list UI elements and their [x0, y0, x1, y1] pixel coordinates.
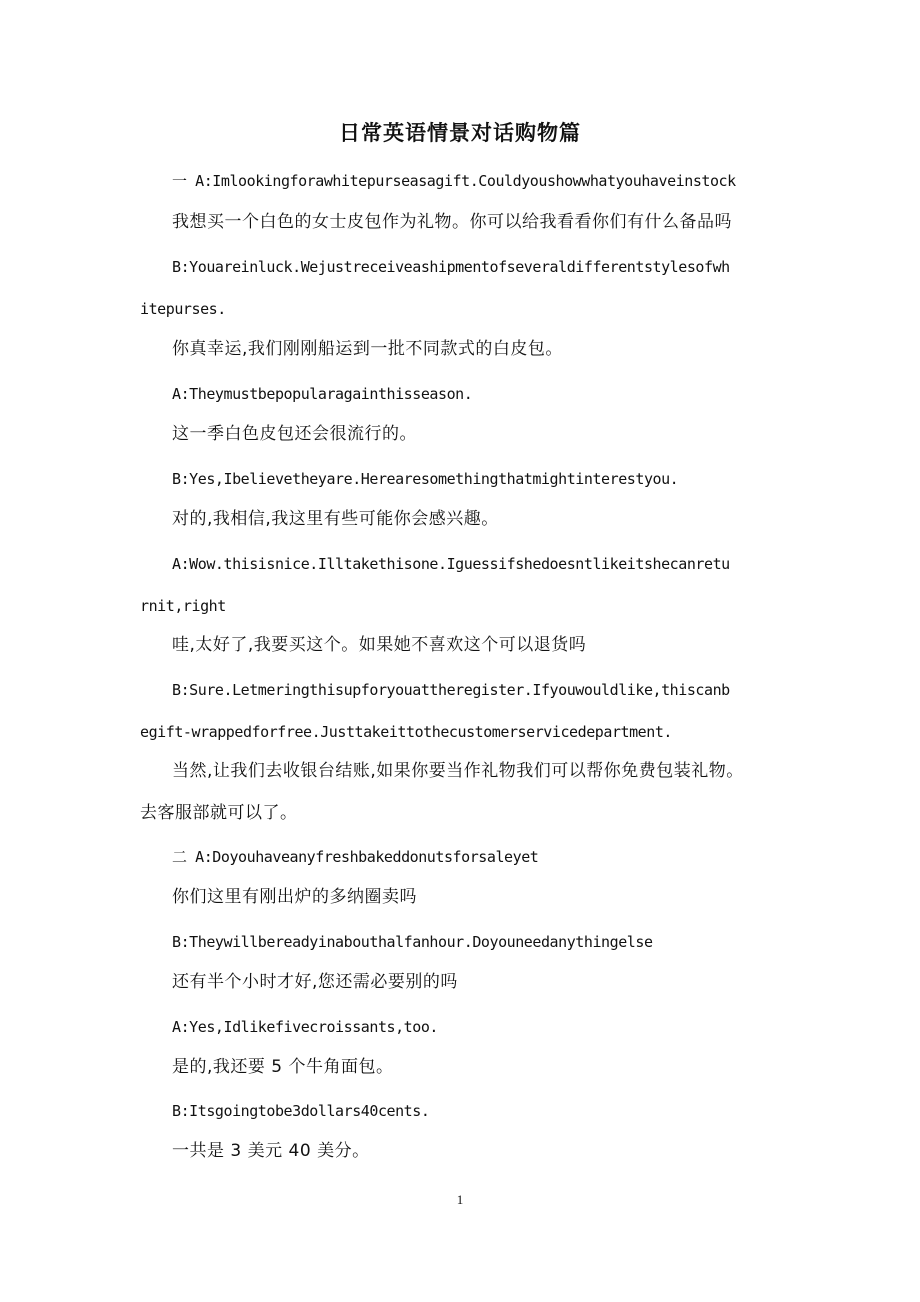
- translation-line-continued: 去客服部就可以了。: [140, 803, 298, 823]
- translation-line: 一共是 3 美元 40 美分。: [172, 1141, 370, 1161]
- translation-line: 你真幸运,我们刚刚船运到一批不同款式的白皮包。: [172, 339, 563, 359]
- dialogue-line: 二 A:Doyouhaveanyfreshbakeddonutsforsaleyet: [172, 848, 539, 866]
- dialogue-line: B:Theywillbereadyinabouthalfanhour.Doyouneedanythingelse: [172, 933, 653, 951]
- dialogue-line: A:Yes,Idlikefivecroissants,too.: [172, 1018, 439, 1036]
- dialogue-line-continued: egift-wrappedforfree.Justtakeittothecustomerservicedepartment.: [140, 723, 673, 741]
- dialogue-line: 一 A:Imlookingforawhitepurseasagift.Couldyoushowwhatyouhaveinstock: [172, 172, 736, 190]
- translation-line: 哇,太好了,我要买这个。如果她不喜欢这个可以退货吗: [172, 635, 587, 655]
- translation-line: 这一季白色皮包还会很流行的。: [172, 424, 417, 444]
- dialogue-line-continued: rnit,right: [140, 597, 226, 615]
- translation-line: 当然,让我们去收银台结账,如果你要当作礼物我们可以帮你免费包装礼物。: [172, 761, 744, 781]
- dialogue-line: B:Sure.Letmeringthisupforyouattheregister.Ifyouwouldlike,thiscanb: [172, 681, 730, 699]
- dialogue-line-continued: itepurses.: [140, 300, 226, 318]
- dialogue-line: A:Theymustbepopularagainthisseason.: [172, 385, 473, 403]
- translation-line: 还有半个小时才好,您还需必要别的吗: [172, 972, 458, 992]
- dialogue-line: B:Youareinluck.Wejustreceiveashipmentofseveraldifferentstylesofwh: [172, 258, 730, 276]
- page-number: 1: [456, 1192, 464, 1207]
- translation-line: 对的,我相信,我这里有些可能你会感兴趣。: [172, 509, 499, 529]
- dialogue-line: A:Wow.thisisnice.Illtakethisone.Iguessifshedoesntlikeitshecanretu: [172, 555, 730, 573]
- translation-line: 你们这里有刚出炉的多纳圈卖吗: [172, 887, 417, 907]
- translation-line: 我想买一个白色的女士皮包作为礼物。你可以给我看看你们有什么备品吗: [172, 212, 732, 232]
- dialogue-line: B:Itsgoingtobe3dollars40cents.: [172, 1102, 430, 1120]
- dialogue-line: B:Yes,Ibelievetheyare.Herearesomethingthatmightinterestyou.: [172, 470, 679, 488]
- translation-line: 是的,我还要 5 个牛角面包。: [172, 1057, 394, 1077]
- document-title: 日常英语情景对话购物篇: [339, 121, 581, 145]
